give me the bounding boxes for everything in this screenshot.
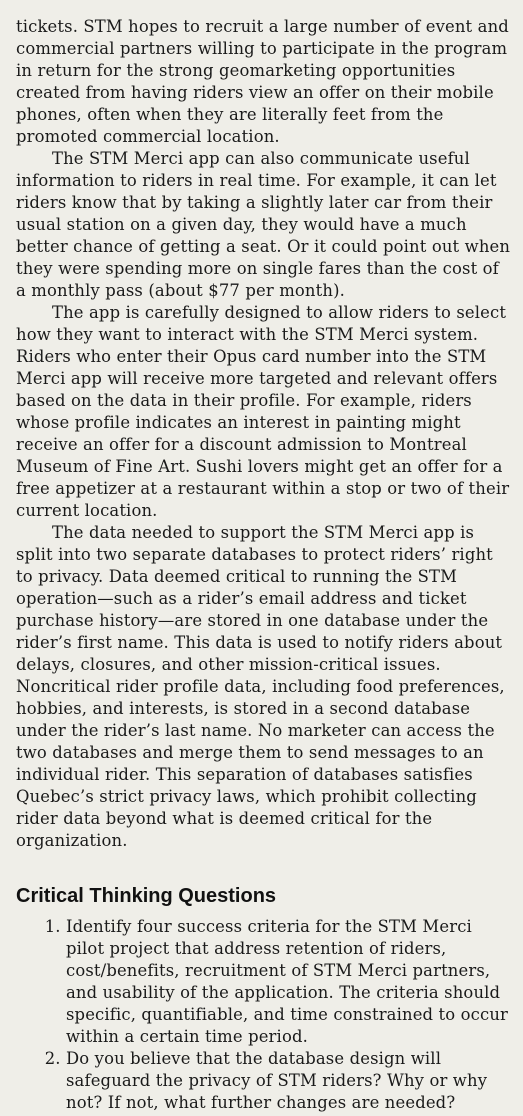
question-list: [16, 916, 511, 1114]
section-heading: Critical Thinking Questions: [16, 885, 277, 907]
question-item: 1. Identify four success criteria for the STM Merci pilot project that address retention of riders, cost/benefits, recruitment of STM Merci partners, and usability of the application. The criteria should specific, quantifiable, and time constrained to occur within a certain time period.: [66, 916, 511, 1048]
case-study-body: [16, 16, 511, 852]
paragraph-continued: tickets. STM hopes to recruit a large number of event and commercial partners willing to participate in the program in return for the strong geomarketing opportunities created from having riders view an offer on their mobile phones, often when they are literally feet from the promoted commercial location.: [16, 17, 509, 146]
paragraph-database-privacy: The data needed to support the STM Merci app is split into two separate databases to protect riders’ right to privacy. Data deemed critical to running the STM operation—such as a rider’s email address and ticket purchase history—are stored in one database under the rider’s first name. This data is used to notify riders about delays, closures, and other mission-critical issues. Noncritical rider profile data, including food preferences, hobbies, and interests, is stored in a second database under the rider’s last name. No marketer can access the two databases and merge them to send messages to an individual rider. This separation of databases satisfies Quebec’s strict privacy laws, which prohibit collecting rider data beyond what is deemed critical for the organization.: [16, 523, 505, 850]
paragraph-app-design: The app is carefully designed to allow riders to select how they want to interact with the STM Merci system. Riders who enter their Opus card number into the STM Merci app will receive more targeted and relevant offers based on the data in their profile. For example, riders whose profile indicates an interest in painting might receive an offer for a discount admission to Montreal Museum of Fine Art. Sushi lovers might get an offer for a free appetizer at a restaurant within a stop or two of their current location.: [16, 303, 510, 520]
question-item: 2. Do you believe that the database design will safeguard the privacy of STM riders? Why or why not? If not, what further changes are needed?: [66, 1048, 511, 1114]
paragraph-real-time-info: The STM Merci app can also communicate useful information to riders in real time. For example, it can let riders know that by taking a slightly later car from their usual station on a given day, they would have a much better chance of getting a seat. Or it could point out when they were spending more on single fares than the cost of a monthly pass (about $77 per month).: [16, 149, 511, 300]
